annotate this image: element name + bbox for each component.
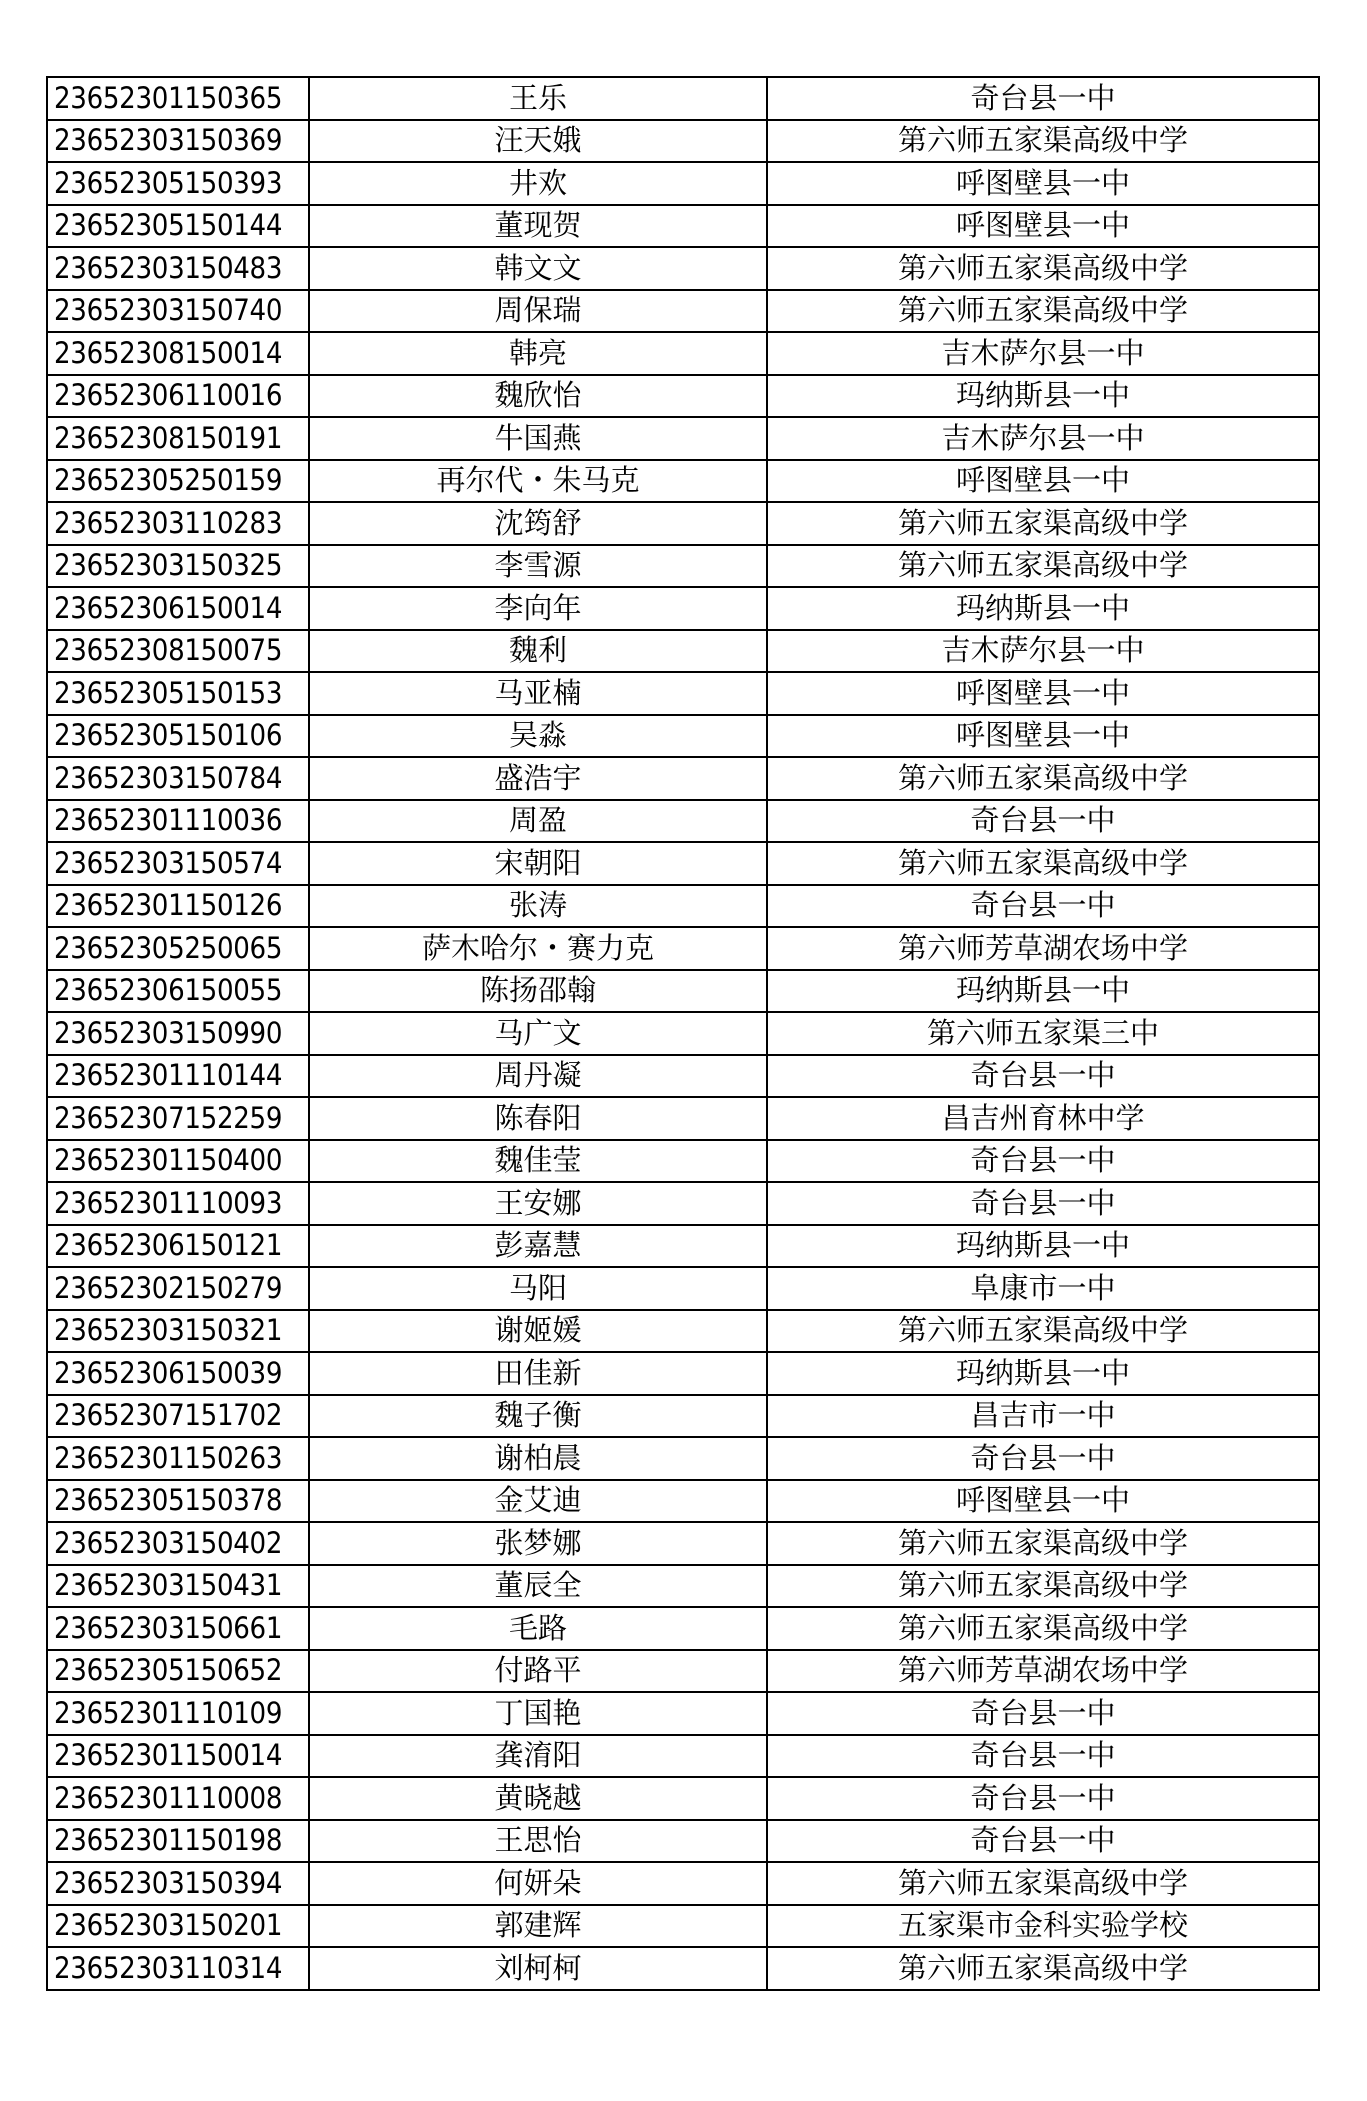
exam-number-cell: 23652308150075 bbox=[47, 630, 309, 673]
student-name-cell: 付路平 bbox=[309, 1650, 767, 1693]
table-row bbox=[47, 970, 1319, 1013]
exam-number-cell: 23652306150039 bbox=[47, 1352, 309, 1395]
exam-number-cell: 23652303150325 bbox=[47, 545, 309, 588]
school-name-cell: 第六师五家渠高级中学 bbox=[767, 120, 1319, 163]
student-name-cell: 陈春阳 bbox=[309, 1097, 767, 1140]
table-row bbox=[47, 205, 1319, 248]
student-name-cell: 马亚楠 bbox=[309, 672, 767, 715]
student-name-cell: 魏佳莹 bbox=[309, 1140, 767, 1183]
exam-number-cell: 23652301110008 bbox=[47, 1777, 309, 1820]
table-row bbox=[47, 1225, 1319, 1268]
exam-number-cell: 23652301150400 bbox=[47, 1140, 309, 1183]
student-name-cell: 萨木哈尔・赛力克 bbox=[309, 927, 767, 970]
student-name-cell: 王乐 bbox=[309, 77, 767, 120]
table-row bbox=[47, 800, 1319, 843]
school-name-cell: 第六师五家渠高级中学 bbox=[767, 1947, 1319, 1990]
school-name-cell: 呼图壁县一中 bbox=[767, 162, 1319, 205]
school-name-cell: 奇台县一中 bbox=[767, 1437, 1319, 1480]
table-row bbox=[47, 757, 1319, 800]
exam-number-cell: 23652305150106 bbox=[47, 715, 309, 758]
exam-number-cell: 23652307152259 bbox=[47, 1097, 309, 1140]
school-name-cell: 呼图壁县一中 bbox=[767, 460, 1319, 503]
exam-number-cell: 23652306150014 bbox=[47, 587, 309, 630]
student-name-cell: 龚淯阳 bbox=[309, 1735, 767, 1778]
student-name-cell: 金艾迪 bbox=[309, 1480, 767, 1523]
table-row bbox=[47, 417, 1319, 460]
exam-number-cell: 23652301150263 bbox=[47, 1437, 309, 1480]
table-row bbox=[47, 1862, 1319, 1905]
student-name-cell: 魏利 bbox=[309, 630, 767, 673]
exam-number-cell: 23652308150191 bbox=[47, 417, 309, 460]
table-row bbox=[47, 460, 1319, 503]
table-row bbox=[47, 1055, 1319, 1098]
table-row bbox=[47, 1607, 1319, 1650]
table-row bbox=[47, 332, 1319, 375]
table-row bbox=[47, 1650, 1319, 1693]
school-name-cell: 第六师五家渠高级中学 bbox=[767, 1310, 1319, 1353]
student-name-cell: 王安娜 bbox=[309, 1182, 767, 1225]
student-name-cell: 周盈 bbox=[309, 800, 767, 843]
school-name-cell: 奇台县一中 bbox=[767, 1055, 1319, 1098]
student-name-cell: 魏欣怡 bbox=[309, 375, 767, 418]
exam-number-cell: 23652301110036 bbox=[47, 800, 309, 843]
school-name-cell: 奇台县一中 bbox=[767, 77, 1319, 120]
table-row bbox=[47, 1437, 1319, 1480]
table-row bbox=[47, 1310, 1319, 1353]
student-roster-table bbox=[46, 76, 1320, 1991]
student-name-cell: 陈扬邵翰 bbox=[309, 970, 767, 1013]
table-row bbox=[47, 545, 1319, 588]
student-name-cell: 谢姬媛 bbox=[309, 1310, 767, 1353]
table-row bbox=[47, 1522, 1319, 1565]
exam-number-cell: 23652303150661 bbox=[47, 1607, 309, 1650]
school-name-cell: 昌吉市一中 bbox=[767, 1395, 1319, 1438]
student-name-cell: 再尔代・朱马克 bbox=[309, 460, 767, 503]
exam-number-cell: 23652305150378 bbox=[47, 1480, 309, 1523]
exam-number-cell: 23652303150402 bbox=[47, 1522, 309, 1565]
student-name-cell: 沈筠舒 bbox=[309, 502, 767, 545]
school-name-cell: 玛纳斯县一中 bbox=[767, 1352, 1319, 1395]
table-row bbox=[47, 1140, 1319, 1183]
exam-number-cell: 23652303110283 bbox=[47, 502, 309, 545]
exam-number-cell: 23652301150365 bbox=[47, 77, 309, 120]
school-name-cell: 第六师五家渠高级中学 bbox=[767, 1522, 1319, 1565]
exam-number-cell: 23652301110109 bbox=[47, 1692, 309, 1735]
exam-number-cell: 23652306150121 bbox=[47, 1225, 309, 1268]
exam-number-cell: 23652305150153 bbox=[47, 672, 309, 715]
school-name-cell: 吉木萨尔县一中 bbox=[767, 630, 1319, 673]
student-name-cell: 马广文 bbox=[309, 1012, 767, 1055]
student-name-cell: 宋朝阳 bbox=[309, 842, 767, 885]
student-name-cell: 吴淼 bbox=[309, 715, 767, 758]
table-row bbox=[47, 715, 1319, 758]
school-name-cell: 阜康市一中 bbox=[767, 1267, 1319, 1310]
exam-number-cell: 23652301110093 bbox=[47, 1182, 309, 1225]
school-name-cell: 奇台县一中 bbox=[767, 1692, 1319, 1735]
school-name-cell: 奇台县一中 bbox=[767, 1735, 1319, 1778]
student-name-cell: 张梦娜 bbox=[309, 1522, 767, 1565]
exam-number-cell: 23652303150201 bbox=[47, 1905, 309, 1948]
school-name-cell: 第六师五家渠三中 bbox=[767, 1012, 1319, 1055]
table-row bbox=[47, 885, 1319, 928]
school-name-cell: 玛纳斯县一中 bbox=[767, 587, 1319, 630]
school-name-cell: 第六师芳草湖农场中学 bbox=[767, 1650, 1319, 1693]
school-name-cell: 玛纳斯县一中 bbox=[767, 1225, 1319, 1268]
table-row bbox=[47, 247, 1319, 290]
exam-number-cell: 23652303150574 bbox=[47, 842, 309, 885]
table-row bbox=[47, 1820, 1319, 1863]
student-name-cell: 黄晓越 bbox=[309, 1777, 767, 1820]
school-name-cell: 第六师五家渠高级中学 bbox=[767, 1607, 1319, 1650]
table-row bbox=[47, 290, 1319, 333]
exam-number-cell: 23652301150126 bbox=[47, 885, 309, 928]
exam-number-cell: 23652303110314 bbox=[47, 1947, 309, 1990]
school-name-cell: 呼图壁县一中 bbox=[767, 715, 1319, 758]
school-name-cell: 第六师五家渠高级中学 bbox=[767, 1862, 1319, 1905]
table-row bbox=[47, 120, 1319, 163]
table-row bbox=[47, 1182, 1319, 1225]
exam-number-cell: 23652303150321 bbox=[47, 1310, 309, 1353]
school-name-cell: 呼图壁县一中 bbox=[767, 672, 1319, 715]
school-name-cell: 第六师五家渠高级中学 bbox=[767, 757, 1319, 800]
student-name-cell: 李雪源 bbox=[309, 545, 767, 588]
student-name-cell: 韩亮 bbox=[309, 332, 767, 375]
school-name-cell: 呼图壁县一中 bbox=[767, 1480, 1319, 1523]
table-row bbox=[47, 630, 1319, 673]
exam-number-cell: 23652303150990 bbox=[47, 1012, 309, 1055]
school-name-cell: 奇台县一中 bbox=[767, 800, 1319, 843]
table-row bbox=[47, 502, 1319, 545]
exam-number-cell: 23652301110144 bbox=[47, 1055, 309, 1098]
exam-number-cell: 23652302150279 bbox=[47, 1267, 309, 1310]
table-row bbox=[47, 162, 1319, 205]
school-name-cell: 昌吉州育林中学 bbox=[767, 1097, 1319, 1140]
student-name-cell: 何妍朵 bbox=[309, 1862, 767, 1905]
table-row bbox=[47, 1735, 1319, 1778]
school-name-cell: 奇台县一中 bbox=[767, 885, 1319, 928]
exam-number-cell: 23652303150431 bbox=[47, 1565, 309, 1608]
exam-number-cell: 23652307151702 bbox=[47, 1395, 309, 1438]
table-row bbox=[47, 1947, 1319, 1990]
student-name-cell: 牛国燕 bbox=[309, 417, 767, 460]
exam-number-cell: 23652306150055 bbox=[47, 970, 309, 1013]
school-name-cell: 玛纳斯县一中 bbox=[767, 970, 1319, 1013]
exam-number-cell: 23652303150784 bbox=[47, 757, 309, 800]
exam-number-cell: 23652305250159 bbox=[47, 460, 309, 503]
exam-number-cell: 23652301150198 bbox=[47, 1820, 309, 1863]
table-row bbox=[47, 672, 1319, 715]
student-name-cell: 周保瑞 bbox=[309, 290, 767, 333]
table-row bbox=[47, 1692, 1319, 1735]
student-name-cell: 马阳 bbox=[309, 1267, 767, 1310]
student-name-cell: 田佳新 bbox=[309, 1352, 767, 1395]
table-row bbox=[47, 1352, 1319, 1395]
student-name-cell: 周丹凝 bbox=[309, 1055, 767, 1098]
student-name-cell: 董现贺 bbox=[309, 205, 767, 248]
student-name-cell: 李向年 bbox=[309, 587, 767, 630]
exam-number-cell: 23652303150369 bbox=[47, 120, 309, 163]
table-row bbox=[47, 77, 1319, 120]
exam-number-cell: 23652305250065 bbox=[47, 927, 309, 970]
school-name-cell: 吉木萨尔县一中 bbox=[767, 332, 1319, 375]
table-row bbox=[47, 1395, 1319, 1438]
student-name-cell: 张涛 bbox=[309, 885, 767, 928]
student-name-cell: 井欢 bbox=[309, 162, 767, 205]
school-name-cell: 第六师五家渠高级中学 bbox=[767, 842, 1319, 885]
school-name-cell: 吉木萨尔县一中 bbox=[767, 417, 1319, 460]
exam-number-cell: 23652308150014 bbox=[47, 332, 309, 375]
table-row bbox=[47, 1097, 1319, 1140]
roster-body bbox=[47, 77, 1319, 1990]
school-name-cell: 呼图壁县一中 bbox=[767, 205, 1319, 248]
student-name-cell: 毛路 bbox=[309, 1607, 767, 1650]
exam-number-cell: 23652303150394 bbox=[47, 1862, 309, 1905]
school-name-cell: 第六师五家渠高级中学 bbox=[767, 502, 1319, 545]
student-name-cell: 董辰全 bbox=[309, 1565, 767, 1608]
school-name-cell: 第六师五家渠高级中学 bbox=[767, 1565, 1319, 1608]
student-name-cell: 韩文文 bbox=[309, 247, 767, 290]
school-name-cell: 第六师五家渠高级中学 bbox=[767, 247, 1319, 290]
exam-number-cell: 23652306110016 bbox=[47, 375, 309, 418]
exam-number-cell: 23652303150740 bbox=[47, 290, 309, 333]
school-name-cell: 第六师芳草湖农场中学 bbox=[767, 927, 1319, 970]
school-name-cell: 五家渠市金科实验学校 bbox=[767, 1905, 1319, 1948]
table-row bbox=[47, 1905, 1319, 1948]
exam-number-cell: 23652305150393 bbox=[47, 162, 309, 205]
student-name-cell: 汪天娥 bbox=[309, 120, 767, 163]
student-name-cell: 魏子衡 bbox=[309, 1395, 767, 1438]
exam-number-cell: 23652301150014 bbox=[47, 1735, 309, 1778]
exam-number-cell: 23652303150483 bbox=[47, 247, 309, 290]
table-row bbox=[47, 587, 1319, 630]
exam-number-cell: 23652305150652 bbox=[47, 1650, 309, 1693]
school-name-cell: 奇台县一中 bbox=[767, 1182, 1319, 1225]
school-name-cell: 奇台县一中 bbox=[767, 1140, 1319, 1183]
student-name-cell: 刘柯柯 bbox=[309, 1947, 767, 1990]
student-name-cell: 郭建辉 bbox=[309, 1905, 767, 1948]
school-name-cell: 奇台县一中 bbox=[767, 1820, 1319, 1863]
table-row bbox=[47, 927, 1319, 970]
school-name-cell: 奇台县一中 bbox=[767, 1777, 1319, 1820]
table-row bbox=[47, 1565, 1319, 1608]
student-name-cell: 王思怡 bbox=[309, 1820, 767, 1863]
table-row bbox=[47, 1012, 1319, 1055]
table-row bbox=[47, 1267, 1319, 1310]
table-row bbox=[47, 375, 1319, 418]
student-name-cell: 谢柏晨 bbox=[309, 1437, 767, 1480]
table-row bbox=[47, 842, 1319, 885]
school-name-cell: 第六师五家渠高级中学 bbox=[767, 290, 1319, 333]
school-name-cell: 第六师五家渠高级中学 bbox=[767, 545, 1319, 588]
student-name-cell: 彭嘉慧 bbox=[309, 1225, 767, 1268]
exam-number-cell: 23652305150144 bbox=[47, 205, 309, 248]
student-name-cell: 丁国艳 bbox=[309, 1692, 767, 1735]
student-name-cell: 盛浩宇 bbox=[309, 757, 767, 800]
table-row bbox=[47, 1480, 1319, 1523]
school-name-cell: 玛纳斯县一中 bbox=[767, 375, 1319, 418]
table-row bbox=[47, 1777, 1319, 1820]
